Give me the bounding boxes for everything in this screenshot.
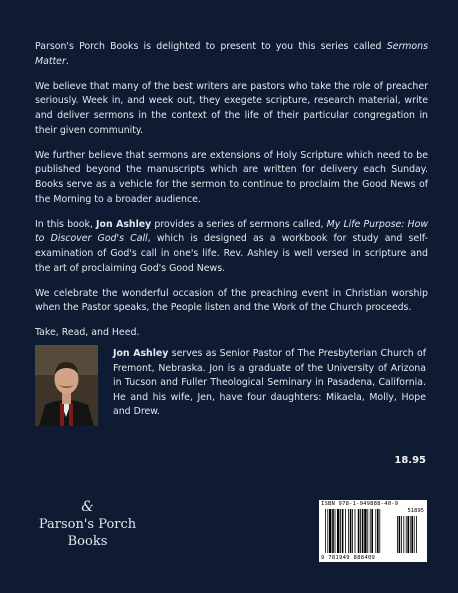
intro-p4-mid: provides a series of sermons called,	[151, 218, 327, 230]
price: 18.95	[394, 455, 426, 466]
barcode-bar	[358, 509, 360, 553]
barcode-bar	[350, 509, 352, 553]
addon-bar	[414, 516, 415, 553]
barcode-bar	[325, 509, 326, 553]
intro-p1-end: .	[65, 55, 69, 67]
barcode-bar	[375, 509, 376, 553]
publisher-logo	[35, 498, 140, 550]
barcode-bar	[345, 509, 346, 553]
barcode-bar	[348, 509, 349, 553]
author-photo	[35, 345, 98, 426]
isbn-barcode	[319, 500, 427, 562]
back-cover-text	[35, 40, 428, 352]
bio-author-name: Jon Ashley	[113, 348, 169, 359]
barcode-bar	[360, 509, 361, 553]
intro-paragraph-3: We further believe that sermons are extensions of Holy Scripture which need to be published beyond the manuscripts which are written for delivery each Sunday. Books serve as a vehicle for the sermon to continue to proclaim the Good News of the Morning to a broader audience.	[35, 149, 428, 205]
barcode-bar	[332, 509, 334, 553]
addon-bar	[406, 516, 407, 553]
publisher-name-line-1: Parson's Porch	[38, 517, 137, 532]
barcode-bar	[362, 509, 364, 553]
barcode-bar	[329, 509, 331, 553]
isbn-text: ISBN 978-1-949888-40-9	[321, 501, 399, 507]
intro-paragraph-5: We celebrate the wonderful occasion of the preaching event in Christian worship when the Pastor speaks, the People listen and the Work of the Church proceeds.	[35, 287, 428, 314]
barcode-bar	[364, 509, 366, 553]
barcode-bar	[367, 509, 368, 553]
publisher-name-line-2: Books	[67, 534, 108, 549]
addon-bar	[416, 516, 417, 553]
barcode-number: 9 781949 888409	[321, 555, 376, 561]
barcode-bar	[377, 509, 379, 553]
intro-paragraph-2: We believe that many of the best writers are pastors who take the role of preacher seriously. Week in, and week out, they exegete scripture, research material, write and deliver sermons in the context of the life of their particular congregation in their given community.	[35, 80, 428, 136]
series-name: Sermons Matter	[35, 41, 428, 67]
addon-bar	[410, 516, 411, 553]
barcode-bar	[342, 509, 344, 553]
addon-bar	[403, 516, 404, 553]
intro-paragraph-4	[35, 218, 428, 276]
barcode-bar	[335, 509, 336, 553]
barcode-bar	[370, 509, 371, 553]
addon-bar	[397, 516, 398, 553]
author-name: Jon Ashley	[96, 218, 152, 230]
barcode-bar	[352, 509, 353, 553]
addon-bar	[401, 516, 402, 553]
bio-text: serves as Senior Pastor of The Presbyterian Church of Fremont, Nebraska. Jon is a graduate of the University of Arizona in Tucson and Fuller Theological Seminary in Pasadena, California. He and his wife, Jen, have four daughters: Mikaela, Molly, Hope and Drew.	[113, 348, 426, 418]
barcode-bar	[337, 509, 339, 553]
addon-bar	[411, 516, 413, 553]
intro-p1-lead: Parson's Porch Books is delighted to present to you this series called	[35, 41, 387, 52]
addon-bar	[399, 516, 401, 553]
barcode-bars	[319, 500, 427, 562]
author-bio	[113, 347, 426, 420]
addon-bar	[407, 516, 409, 553]
barcode-bar	[340, 509, 341, 553]
book-title: My Life Purpose: How to Discover God's Call	[35, 218, 429, 245]
ampersand-ornament: &	[81, 499, 94, 515]
intro-p4-lead: In this book,	[35, 218, 97, 230]
intro-paragraph-1	[35, 40, 428, 69]
intro-p4-end: , which is designed as a workbook for study and self-examination of God's call in one's life. Rev. Ashley is well versed in scripture and the art of proclaiming God's Good News.	[35, 233, 428, 274]
barcode-bar	[371, 509, 373, 553]
price-code: 51895	[407, 508, 424, 514]
intro-paragraph-6: Take, Read, and Heed.	[35, 327, 140, 339]
barcode-bar	[355, 509, 356, 553]
barcode-bar	[379, 509, 380, 553]
barcode-bar	[327, 509, 328, 553]
